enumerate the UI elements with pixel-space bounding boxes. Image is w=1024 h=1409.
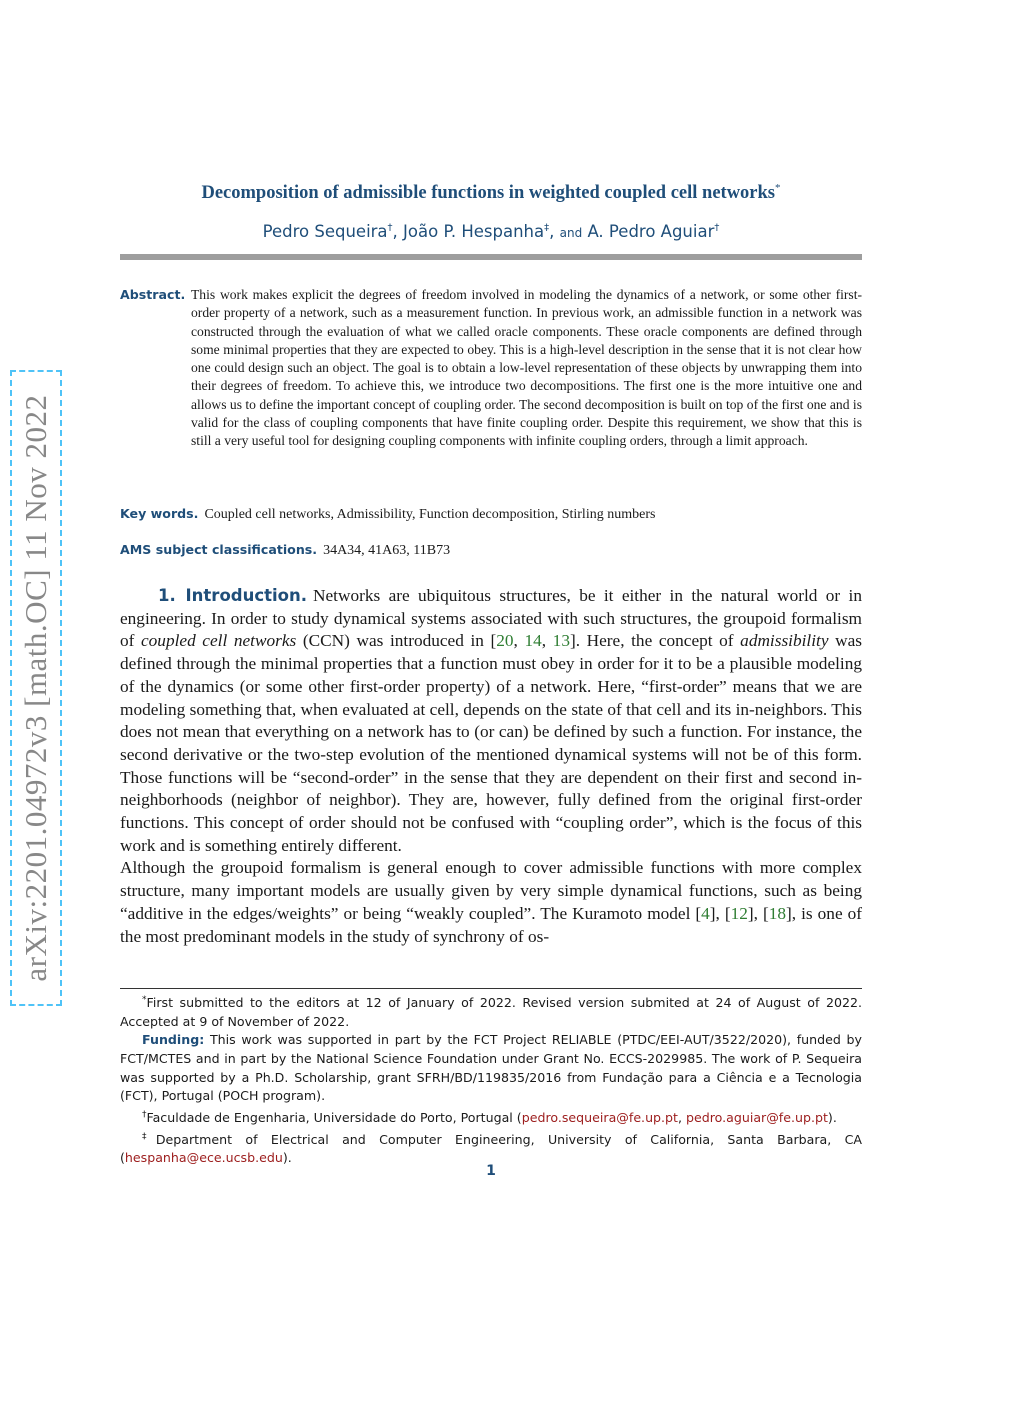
citation-link[interactable]: 4	[701, 903, 710, 923]
citation-link[interactable]: 20	[496, 631, 514, 651]
title-footnote-mark: *	[775, 182, 781, 194]
title-rule	[120, 254, 862, 260]
paragraph: Although the groupoid formalism is general enough to cover admissible functions with more complex structure, many important models are usually given by very simple dynamical functions, such as being “additive in the edges/weights” or being “weakly coupled”. The Kuramoto model [4], [12], [18], is one of the most predominant models in the study of synchrony of os-	[120, 858, 863, 946]
keywords	[120, 506, 862, 523]
author-affiliation-mark: ‡	[544, 222, 550, 234]
abstract	[120, 286, 862, 451]
emphasis: coupled cell networks	[141, 631, 297, 651]
abstract-text: This work makes explicit the degrees of freedom involved in modeling the dynamics of a network, or some other first-order property of a network, such as a measurement function. In previous work, an admissible function in a network was constructed through the evaluation of what we called oracle components. These oracle components are defined through some minimal properties that they are expected to obey. This is a high-level description in the sense that it is not clear how one could design such an object. The goal is to obtain a low-level representation of these objects by unwrapping them into their degrees of freedom. To achieve this, we introduce two decompositions. The first one is the more intuitive one and allows us to define the important concept of coupling order. The second decomposition is built on top of the first one and is valid for the class of coupling components that have finite coupling order. Despite this requirement, we show that this is still a very useful tool for designing coupling components with infinite coupling orders, through a limit approach.	[191, 287, 862, 449]
author-name: Pedro Sequeira	[262, 222, 388, 241]
footnote-funding: Funding: This work was supported in part by the FCT Project RELIABLE (PTDC/EEI-AUT/3522/2020), funded by FCT/MCTES and in part by the National Science Foundation under Grant No. ECCS-2029985. The work of P. Sequeira was supported by a Ph.D. Scholarship, grant SFRH/BD/119835/2016 from Fundação para a Ciência e a Tecnologia (FCT), Portugal (POCH program).	[120, 1032, 862, 1104]
citation-link[interactable]: 12	[730, 903, 748, 923]
keywords-label: Key words.	[120, 506, 199, 521]
arxiv-watermark	[10, 370, 62, 1006]
email-link[interactable]: pedro.sequeira@fe.up.pt	[521, 1109, 678, 1125]
abstract-label: Abstract.	[120, 287, 186, 302]
footnote-affiliation-porto: †Faculdade de Engenharia, Universidade do Porto, Portugal (pedro.sequeira@fe.up.pt, pedro.aguiar@fe.up.pt).	[142, 1109, 837, 1125]
citation-link[interactable]: 18	[768, 903, 787, 923]
author-list: Pedro Sequeira†, João P. Hespanha‡, and A. Pedro Aguiar†	[262, 222, 720, 241]
section-heading: 1. Introduction.	[158, 586, 308, 605]
footnotes	[120, 991, 862, 1168]
arxiv-id: arXiv:2201.04972v3 [math.OC] 11 Nov 2022	[18, 394, 53, 982]
email-link[interactable]: pedro.aguiar@fe.up.pt	[686, 1109, 828, 1125]
ams-classifications	[120, 542, 862, 559]
introduction-section	[120, 585, 862, 948]
citation-link[interactable]: 13	[552, 631, 570, 651]
ams-text: 34A34, 41A63, 11B73	[323, 543, 451, 558]
paragraph: 1. Introduction. Networks are ubiquitous structures, be it either in the natural world or in engineering. In order to study dynamical systems associated with such structures, the groupoid formalism of coupled cell networks (CCN) was introduced in [20, 14, 13]. Here, the concept of admissibility was defined through the minimal properties that a function must obey in order for it to be a plausible modeling of the dynamics (or some other first-order property) of a network. Here, “first-order” means that we are modeling something that, when evaluated at cell, depends on the state of that cell and its in-neighbors. This does not mean that everything on a network has to (or can) be defined by such a function. For instance, the second derivative or the two-step evolution of the mentioned dynamical systems will not be of this form. Those functions will be “second-order” in the sense that they are dependent on their first and second in-neighborhoods (neighbor of neighbor). They are, however, fully defined from the original first-order functions. This concept of order should not be confused with “coupling order”, which is the focus of this work and is something entirely different.	[120, 586, 862, 855]
paper-title: Decomposition of admissible functions in weighted coupled cell networks*	[201, 182, 781, 204]
citation-link[interactable]: 14	[524, 631, 542, 651]
author-name: João P. Hespanha	[403, 222, 545, 241]
footnote-rule	[120, 988, 862, 989]
author-affiliation-mark: †	[714, 222, 720, 234]
author-affiliation-mark: †	[387, 222, 393, 234]
page-number: 1	[486, 1163, 496, 1179]
author-conjunction: and	[559, 226, 583, 240]
ams-label: AMS subject classifications.	[120, 542, 318, 557]
email-link[interactable]: hespanha@ece.ucsb.edu	[124, 1150, 283, 1166]
footnote-affiliation-ucsb: ‡Department of Electrical and Computer Engineering, University of California, Santa Barbara, CA (hespanha@ece.ucsb.edu).	[120, 1131, 862, 1166]
keywords-text: Coupled cell networks, Admissibility, Function decomposition, Stirling numbers	[204, 507, 656, 522]
emphasis: admissibility	[740, 631, 829, 651]
footnote-submission: *First submitted to the editors at 12 of January of 2022. Revised version submited at 24 of August of 2022. Accepted at 9 of November of 2022.	[120, 995, 862, 1029]
author-name: A. Pedro Aguiar	[587, 222, 715, 241]
